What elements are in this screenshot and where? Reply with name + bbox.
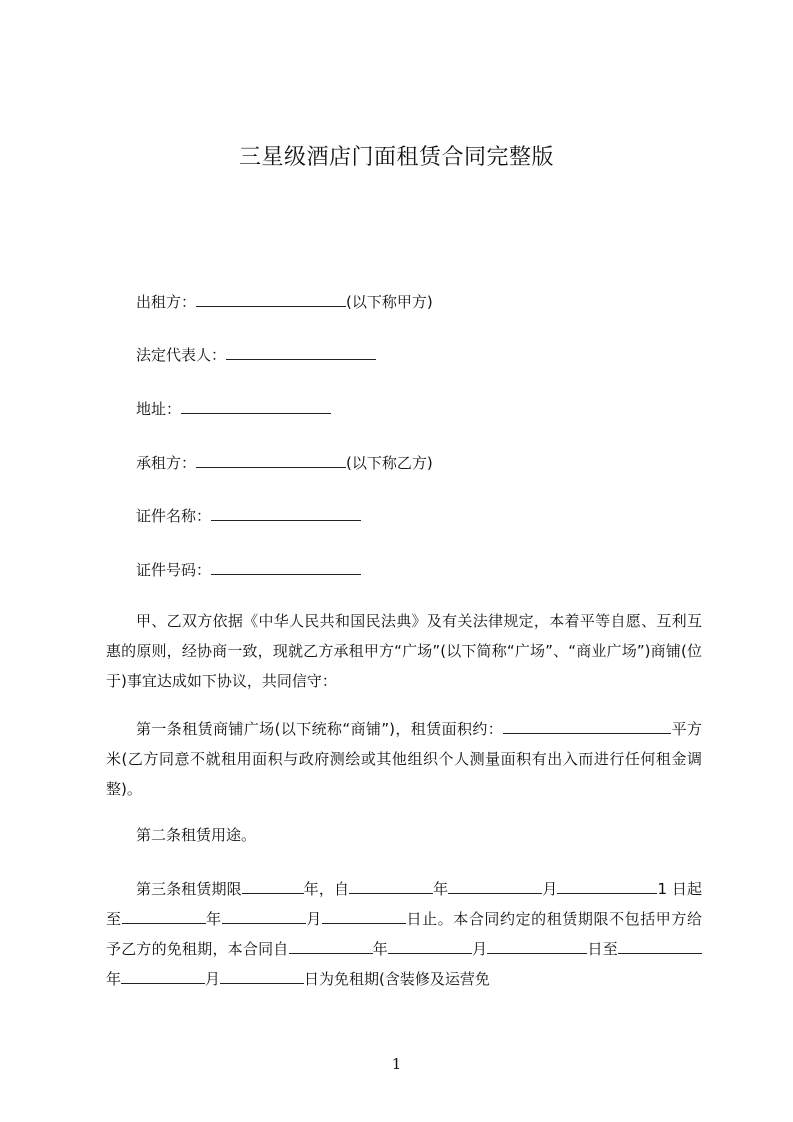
article-3-year3: 年 [205,910,222,928]
document-title: 三星级酒店门面租赁合同完整版 [238,145,554,170]
lessor-field [136,291,433,312]
page-number: 1 [391,1055,402,1073]
end-month-blank[interactable] [222,908,306,924]
id-number-field [136,559,361,580]
article-3-month2: 月 [305,910,322,928]
article-3 [106,874,702,994]
article-3-month3: 月 [471,940,488,958]
id-name-blank[interactable] [211,505,361,521]
address-label: 地址： [136,400,182,418]
address-field [136,398,331,419]
legal-rep-blank[interactable] [226,344,376,360]
free-start-day-blank[interactable] [487,938,587,954]
start-month-blank[interactable] [448,878,542,894]
article-3-end: 日止。本合同约定的租赁期限不包括甲方给予乙方的免租期，本合同自 [106,910,702,958]
start-day-blank[interactable] [557,878,657,894]
end-year-blank[interactable] [122,908,206,924]
article-3-month4: 月 [205,970,221,988]
lessor-label: 出租方： [136,293,197,311]
end-day-blank[interactable] [322,908,406,924]
legal-rep-field [136,344,376,365]
lessor-suffix: (以下称甲方) [346,293,433,311]
lessee-suffix: (以下称乙方) [346,454,433,472]
id-number-blank[interactable] [211,559,361,575]
article-1-text-b: 平方米(乙方同意不就租用面积与政府测绘或其他组织个人测量面积有出入而进行任何租金调整)。 [106,720,702,798]
intro-paragraph: 甲、乙双方依据《中华人民共和国民法典》及有关法律规定，本着平等自愿、互利互惠的原则，经协商一致，现就乙方承租甲方“广场”(以下简称“广场”、“商业广场”)商铺(位于)事宜达成如下协议，共同信守： [106,612,702,690]
id-number-label: 证件号码： [136,561,212,579]
article-3-day1: 1 日起至 [106,880,702,928]
free-end-month-blank[interactable] [121,968,205,984]
article-3-day2: 日至 [587,940,618,958]
lessee-blank[interactable] [196,452,346,468]
free-end-year-blank[interactable] [618,938,702,954]
term-years-blank[interactable] [242,878,304,894]
lessee-field [136,452,433,473]
article-1 [106,714,702,804]
article-3-year5: 年 [106,970,122,988]
article-3-year4: 年 [372,940,388,958]
article-3-year1: 年，自 [303,880,350,898]
lessee-label: 承租方： [136,454,197,472]
address-blank[interactable] [181,398,331,414]
article-2: 第二条租赁用途。 [136,826,257,844]
article-3-year2: 年 [433,880,449,898]
article-1-text-a: 第一条租赁商铺广场(以下统称“商铺”)，租赁面积约： [136,720,504,738]
article-3-text-a: 第三条租赁期限 [136,880,242,898]
free-start-year-blank[interactable] [289,938,373,954]
article-3-tail: 日为免租期(含装修及运营免 [304,970,490,988]
lessor-blank[interactable] [196,291,346,307]
legal-rep-label: 法定代表人： [136,346,227,364]
free-start-month-blank[interactable] [388,938,472,954]
start-year-blank[interactable] [349,878,433,894]
id-name-label: 证件名称： [136,507,212,525]
free-end-day-blank[interactable] [220,968,304,984]
area-blank[interactable] [503,718,671,734]
id-name-field [136,505,361,526]
article-3-month1: 月 [542,880,558,898]
